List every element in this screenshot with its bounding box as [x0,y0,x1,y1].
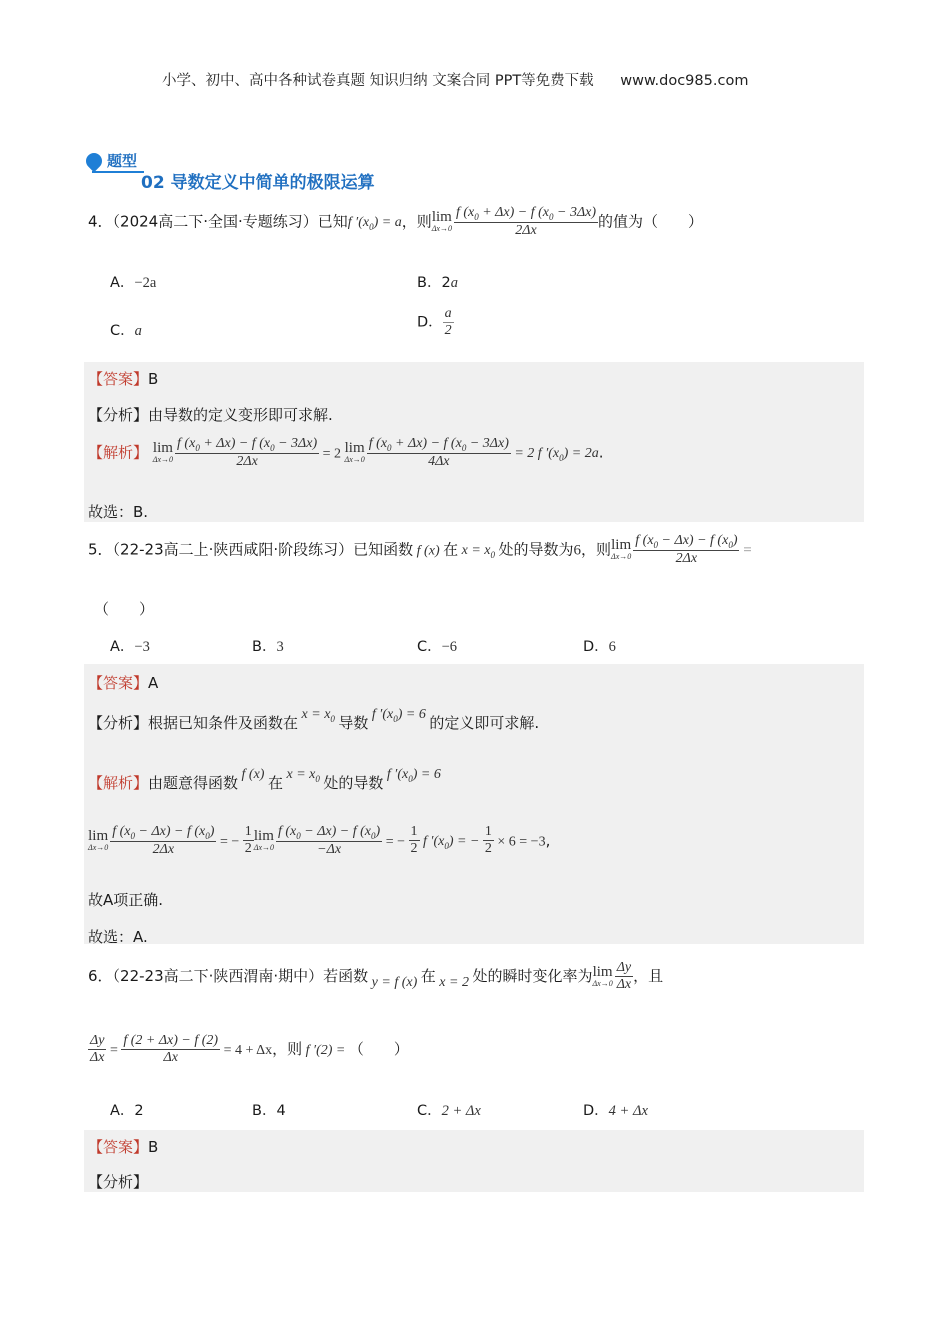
formula: $\frac{f (x_0 - \Delta x) - f (x_0)}{2\Delta x}$ [635,533,738,566]
q4-conclusion: 故选：B. [88,503,149,521]
formula: $\frac{a}{2}$ [444,306,452,338]
formula: $\frac{f (x_0 + \Delta x) - f (x_0 - 3\Delta x)}{2\Delta x}$ [177,436,318,469]
formula: $\frac{f (x_0 + \Delta x) - f (x_0 - 3\Delta x)}{4\Delta x}$ [368,436,509,469]
formula: f $'(x_0)$ = − [419,834,483,852]
option-value: a [450,275,458,291]
formula: lim Δx→0 [253,828,274,853]
header-url[interactable]: www.doc985.com [620,73,749,89]
q4-analysis [88,404,333,425]
q6-answer [88,1136,158,1157]
q6-solution-box [84,1130,864,1192]
question-4-stem [88,205,703,239]
page-header [162,69,748,90]
text: ，则 [401,212,432,231]
text: 在 [443,540,459,559]
formula: = 2 [319,446,345,462]
answer-value: B [148,370,159,388]
answer-tag: 【答案】 [88,674,149,692]
option-value: −3 [134,639,150,655]
formula: $x = x_0$ [298,707,335,724]
formula: lim Δx→0 [592,964,613,988]
option-value: −2a [134,275,157,291]
question-number: 4． [88,212,113,231]
formula: = 4 + Δx [220,1043,273,1058]
option-label: B．4 [252,1103,286,1119]
formula: f (x) [413,543,444,559]
formula: $\frac{f (x_0 - \Delta x) - f (x_0)}{-\Delta x}$ [278,824,381,857]
formula: 6 [573,542,582,559]
text: 由题意得函数 [148,774,239,792]
option-label: D． [583,1103,609,1119]
text: 在 [420,967,436,985]
formula: × 6 = −3 [493,834,546,850]
q6-option-b[interactable] [252,1099,286,1120]
text: 处的导数为 [498,540,574,559]
text: 导数 [338,714,369,732]
text: 处的瞬时变化率为 [472,967,593,985]
q5-derivation: lim Δx→0 $\frac{f (x_0 - \Delta x) - f (x_0)}{2\Delta x}$ = − $\frac{1}{2}$ lim Δx→0 $\frac{f (x_0 - \Delta x) - f (x_0)}{-\Delta x}$ = − $\frac{1}{2}$ f $'(x_0)$ = − $\frac{1}{2}$ × 6 = −3, [88,824,551,857]
option-label: C． [110,323,135,339]
formula: $x = x_0$ [458,543,495,561]
text: 的值为（ ） [598,212,704,231]
analysis-tag: 【分析】 [88,714,149,732]
q4-option-a[interactable] [110,271,156,292]
option-label: B．2 [417,275,451,291]
formula: f (x) [238,767,268,782]
question-source: （22-23高二上·陕西咸阳·阶段练习）已知函数 [112,540,414,559]
answer-value: A [148,674,159,692]
q5-blank: （ ） [94,600,155,618]
option-label: C． [417,1103,442,1119]
section-badge: 题型 [107,152,138,170]
formula: $\frac{f (x_0 + \Delta x) - f (x_0 - 3\Delta x)}{2\Delta x}$ [455,205,597,238]
formula: = 2 f $'(x_0) = 2a$ [510,446,599,464]
solution-tag: 【解析】 [88,774,149,792]
formula: $\frac{1}{2}$ [484,824,492,857]
formula: = [739,542,752,559]
formula: $\frac{\Delta y}{\Delta x}$ [90,1033,105,1065]
analysis-tag: 【分析】 [88,406,149,424]
option-label: C． [417,639,442,655]
text: ，且 [633,967,664,985]
option-value: 3 [276,639,284,655]
option-label: D． [417,314,443,331]
q5-correct: 故A项正确. [88,891,164,909]
formula: f $'(x_0) = a$ [347,215,402,233]
q5-option-c[interactable] [417,635,457,656]
option-value: 6 [608,639,616,655]
formula: lim Δx→0 [152,440,174,465]
question-source: （22-23高二下·陕西渭南·期中）若函数 [112,967,369,985]
text: 在 [267,774,283,792]
question-6-stem [88,960,663,993]
formula: $\frac{f (x_0 - \Delta x) - f (x_0)}{2\Delta x}$ [112,824,215,857]
q5-option-b[interactable] [252,635,284,656]
formula: $x = x_0$ [282,767,320,784]
formula: y = f (x) [368,975,421,990]
option-label: A．2 [110,1103,144,1119]
q5-conclusion: 故选：A. [88,928,148,946]
q5-analysis [88,707,540,734]
formula: f $'(x_0) = 6$ [383,767,441,784]
formula: lim Δx→0 [344,440,365,465]
formula: x = 2 [435,975,473,990]
formula: f ′(2) = [302,1043,349,1058]
formula: = [106,1043,122,1058]
question-number: 6． [88,967,113,985]
formula: = − [216,834,243,850]
formula: = − [382,834,409,850]
formula: $\frac{1}{2}$ [244,824,252,857]
q4-option-b[interactable] [417,271,458,292]
text: 根据已知条件及函数在 [148,714,299,732]
solution-tag: 【解析】 [88,443,149,462]
option-label: A． [110,639,135,655]
q4-option-c[interactable] [110,319,142,340]
q4-solution: 【解析】 lim Δx→0 $\frac{f (x_0 + \Delta x) - f (x_0 - 3\Delta x)}{2\Delta x}$ = 2 lim Δx→0 $\frac{f (x_0 + \Delta x) - f (x_0 - 3\Delta x)}{4\Delta x}$ = 2 f $'(x_0) = 2a$. [88,436,604,469]
answer-tag: 【答案】 [88,1138,149,1156]
formula: lim Δx→0 [88,828,109,853]
formula: $\frac{f (2 + \Delta x) - f (2)}{\Delta x}$ [123,1033,219,1065]
formula: lim Δx→0 [431,209,452,234]
formula: f $'(x_0) = 6$ [368,707,430,724]
answer-tag: 【答案】 [88,370,149,388]
text: ，则 [581,540,612,559]
q6-option-d[interactable] [583,1099,648,1120]
location-pin-icon [83,150,106,173]
text: 处的导数 [323,774,384,792]
q5-answer [88,672,158,693]
option-value: 4 + Δx [608,1103,648,1119]
section-title: 02 导数定义中简单的极限运算 [141,173,375,193]
q4-option-d[interactable] [417,306,454,339]
q5-solution-box [84,664,864,944]
formula: $\frac{1}{2}$ [410,824,418,857]
analysis-text: 由导数的定义变形即可求解. [148,406,333,424]
text: ，则 [272,1040,303,1058]
text: （ ） [348,1040,409,1058]
q5-solution [88,767,441,794]
analysis-tag: 【分析】 [88,1173,149,1191]
q6-option-a[interactable] [110,1099,144,1120]
question-5-stem [88,533,752,567]
q5-option-d[interactable] [583,635,616,656]
question-source: （2024高二下·全国·专题练习）已知 [112,212,348,231]
option-label: A． [110,275,135,291]
q6-option-c[interactable] [417,1099,481,1120]
option-value: −6 [441,639,458,655]
text: 的定义即可求解. [429,714,540,732]
q5-option-a[interactable] [110,635,150,656]
question-6-condition [88,1033,409,1066]
option-value: 2 + Δx [441,1103,481,1119]
answer-value: B [148,1138,159,1156]
question-number: 5． [88,540,113,559]
formula: $\frac{\Delta y}{\Delta x}$ [616,960,632,992]
option-label: B． [252,639,277,655]
option-value: a [134,323,142,339]
q6-analysis [88,1171,148,1192]
q4-answer [88,368,158,389]
option-label: D． [583,639,609,655]
header-text: 小学、初中、高中各种试卷真题 知识归纳 文案合同 PPT等免费下载 [162,73,594,89]
formula: lim Δx→0 [611,537,632,562]
badge-underline [92,171,144,173]
